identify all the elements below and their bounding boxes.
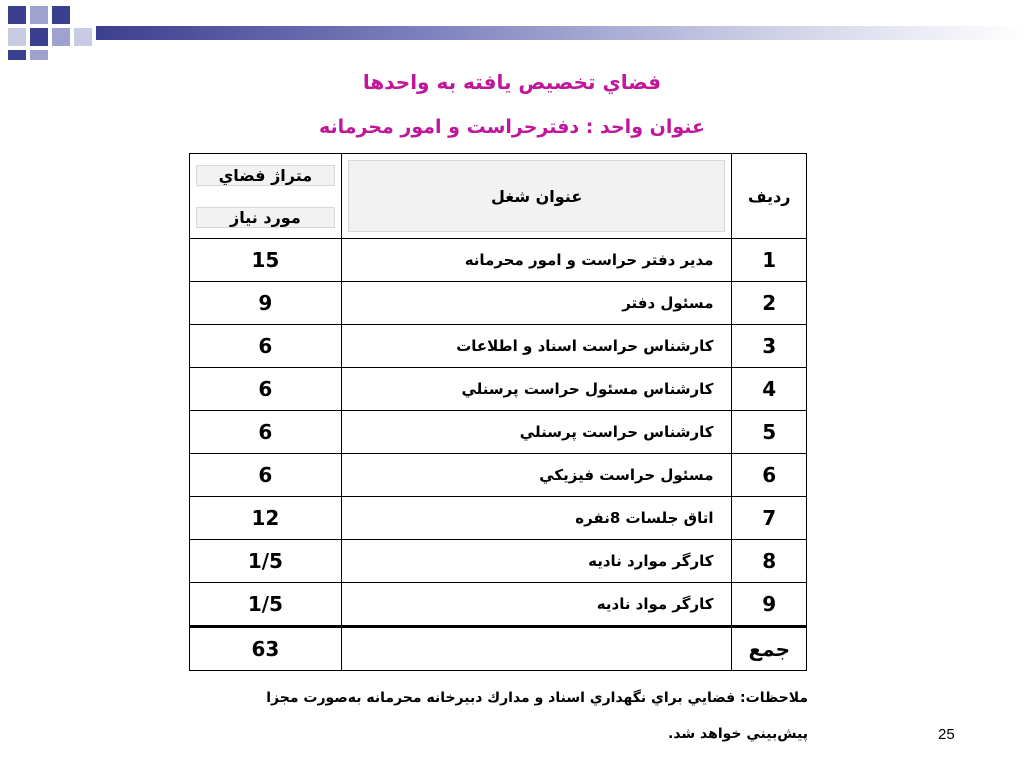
total-area-value: 63 [190,627,342,671]
header-row-number: رديف [732,154,807,239]
page-title-text: فضاي تخصيص يافته به واحدها [362,70,662,94]
decor-square [8,6,26,24]
table-row [190,411,807,454]
decor-square [52,28,70,46]
table-row [190,325,807,368]
area-value: 6 [190,325,342,368]
row-number: 2 [732,282,807,325]
table-row [190,282,807,325]
row-number: 4 [732,368,807,411]
total-label: جمع [732,627,807,671]
area-value: 6 [190,454,342,497]
row-number: 1 [732,239,807,282]
row-number: 7 [732,497,807,540]
decor-square [30,6,48,24]
job-title: مدير دفتر حراست و امور محرمانه [341,239,732,282]
footnote-line1: ملاحظات: فضايي براي نگهداري اسناد و مدارك دبيرخانه محرمانه به‌صورت مجزا [266,690,808,706]
row-number: 6 [732,454,807,497]
header-job-title-text: عنوان شغل [491,186,583,206]
area-value: 6 [190,411,342,454]
area-value: 12 [190,497,342,540]
table-row [190,454,807,497]
job-title: مسئول دفتر [341,282,732,325]
job-title: اتاق جلسات 8نفره [341,497,732,540]
header-area-line2: مورد نياز [196,207,335,228]
area-value: 15 [190,239,342,282]
footnote [190,680,808,752]
header-job-title [341,154,732,239]
area-value: 6 [190,368,342,411]
table-row [190,540,807,583]
job-title: كارگر مواد ناديه [341,583,732,627]
page-title [0,70,1024,94]
row-number: 8 [732,540,807,583]
header-area [190,154,342,239]
area-value: 1/5 [190,540,342,583]
decor-square [30,28,48,46]
decor-square [30,50,48,60]
area-value: 9 [190,282,342,325]
row-number: 5 [732,411,807,454]
decor-square [52,6,70,24]
job-title: كارگر موارد ناديه [341,540,732,583]
table-row [190,583,807,627]
job-title: كارشناس مسئول حراست پرسنلي [341,368,732,411]
table-total-row [190,627,807,671]
job-title: كارشناس حراست اسناد و اطلاعات [341,325,732,368]
job-title: كارشناس حراست پرسنلي [341,411,732,454]
table-row [190,368,807,411]
row-number: 3 [732,325,807,368]
decor-gradient-bar [96,26,1024,40]
decor-square [74,28,92,46]
page-subtitle-text: عنوان واحد : دفترحراست و امور محرمانه [318,116,705,138]
table-row [190,239,807,282]
decor-square [8,50,26,60]
decorative-header-bar [0,0,1024,60]
decor-square [8,28,26,46]
row-number: 9 [732,583,807,627]
total-job [341,627,732,671]
job-title: مسئول حراست فيزيكي [341,454,732,497]
table-row [190,497,807,540]
page-subtitle [0,116,1024,138]
area-value: 1/5 [190,583,342,627]
header-area-line1: متراژ فضاي [196,165,335,186]
page-number: 25 [938,726,955,743]
footnote-line2: پيش‌بيني خواهد شد. [668,726,808,742]
table-header-row [190,154,807,239]
allocated-space-table [189,153,807,671]
